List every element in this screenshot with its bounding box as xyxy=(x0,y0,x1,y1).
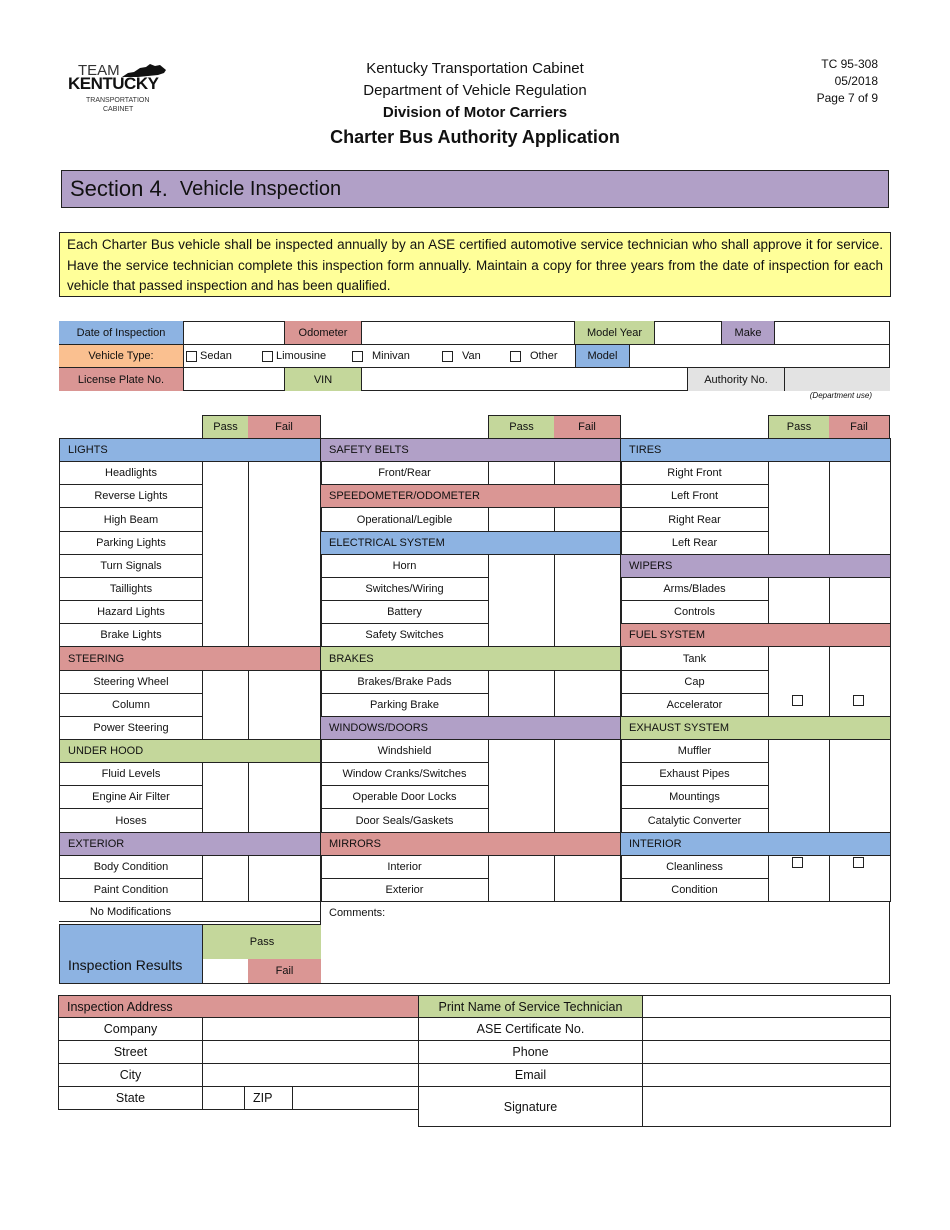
no-modifications-field[interactable] xyxy=(202,902,321,922)
pass-cell[interactable] xyxy=(488,878,555,902)
checklist-item: Muffler xyxy=(620,739,769,763)
fail-cell[interactable] xyxy=(829,646,891,671)
pass-cell[interactable] xyxy=(488,577,555,601)
minivan-checkbox[interactable] xyxy=(352,351,363,362)
checklist-item: Arms/Blades xyxy=(620,577,769,601)
fail-cell[interactable] xyxy=(248,484,322,508)
checklist-item: Brake Lights xyxy=(59,623,203,647)
checklist-item: Right Front xyxy=(620,461,769,485)
pass-cell[interactable] xyxy=(768,855,830,879)
pass-cell[interactable] xyxy=(202,484,249,508)
technician-name-field[interactable] xyxy=(642,995,891,1018)
fail-header-2: Fail xyxy=(554,415,621,439)
ase-certificate-label: ASE Certificate No. xyxy=(418,1018,643,1041)
checklist-item: Window Cranks/Switches xyxy=(320,762,489,786)
section-header: LIGHTS xyxy=(59,438,322,462)
checklist-item: Windshield xyxy=(320,739,489,763)
fail-cell[interactable] xyxy=(248,785,322,809)
fail-cell[interactable] xyxy=(554,507,622,532)
fail-cell[interactable] xyxy=(829,484,891,508)
pass-header-2: Pass xyxy=(488,415,555,439)
checklist-item: Exhaust Pipes xyxy=(620,762,769,786)
checkbox[interactable] xyxy=(853,857,864,868)
comments-label: Comments: xyxy=(329,907,386,919)
ase-certificate-field[interactable] xyxy=(642,1018,891,1041)
fail-cell[interactable] xyxy=(554,461,622,485)
authority-no-label: Authority No. xyxy=(688,368,785,391)
zip-field[interactable] xyxy=(293,1087,419,1110)
checklist-item: High Beam xyxy=(59,507,203,532)
logo-state: KENTUCKY xyxy=(68,74,159,93)
pass-cell[interactable] xyxy=(488,600,555,624)
fail-header-3: Fail xyxy=(829,415,890,439)
pass-cell[interactable] xyxy=(768,693,830,717)
fail-cell[interactable] xyxy=(829,739,891,763)
fail-cell[interactable] xyxy=(554,785,622,809)
kentucky-logo xyxy=(68,60,173,120)
pass-cell[interactable] xyxy=(768,577,830,601)
fail-cell[interactable] xyxy=(829,670,891,694)
checklist-item: Cleanliness xyxy=(620,855,769,879)
fail-cell[interactable] xyxy=(829,855,891,879)
pass-cell[interactable] xyxy=(488,507,555,532)
section-header: WINDOWS/DOORS xyxy=(320,716,622,740)
model-label: Model xyxy=(576,345,630,367)
pass-cell[interactable] xyxy=(202,693,249,717)
inspection-results-label: Inspection Results xyxy=(59,924,203,984)
pass-cell[interactable] xyxy=(768,739,830,763)
date-of-inspection-label: Date of Inspection xyxy=(59,321,184,344)
model-year-field[interactable] xyxy=(655,321,722,344)
checklist-item: Condition xyxy=(620,878,769,902)
type-minivan[interactable]: Minivan xyxy=(352,345,432,367)
pass-cell[interactable] xyxy=(202,507,249,532)
checklist-item: Steering Wheel xyxy=(59,670,203,694)
form-date: 05/2018 xyxy=(834,74,878,88)
pass-cell[interactable] xyxy=(768,484,830,508)
type-other[interactable]: Other xyxy=(510,345,575,367)
checklist-item: Taillights xyxy=(59,577,203,601)
fail-cell[interactable] xyxy=(248,693,322,717)
pass-cell[interactable] xyxy=(488,785,555,809)
company-field[interactable] xyxy=(203,1018,419,1041)
type-van[interactable]: Van xyxy=(442,345,502,367)
section-header: EXTERIOR xyxy=(59,832,322,856)
pass-cell[interactable] xyxy=(202,670,249,694)
fail-cell[interactable] xyxy=(554,739,622,763)
pass-header-1: Pass xyxy=(202,415,249,439)
section-header: FUEL SYSTEM xyxy=(620,623,891,647)
pass-header-3: Pass xyxy=(768,415,830,439)
pass-cell[interactable] xyxy=(488,808,555,833)
checklist-item: Interior xyxy=(320,855,489,879)
pass-cell[interactable] xyxy=(202,554,249,578)
pass-cell[interactable] xyxy=(768,878,830,902)
fail-cell[interactable] xyxy=(248,855,322,879)
fail-cell[interactable] xyxy=(554,600,622,624)
checklist-item: Cap xyxy=(620,670,769,694)
pass-cell[interactable] xyxy=(768,646,830,671)
other-checkbox[interactable] xyxy=(510,351,521,362)
pass-cell[interactable] xyxy=(202,785,249,809)
pass-cell[interactable] xyxy=(768,507,830,532)
email-field[interactable] xyxy=(642,1064,891,1087)
checklist-item: Column xyxy=(59,693,203,717)
checklist-item: Catalytic Converter xyxy=(620,808,769,833)
checklist-item: Hazard Lights xyxy=(59,600,203,624)
fail-cell[interactable] xyxy=(829,507,891,532)
checklist-item: Accelerator xyxy=(620,693,769,717)
fail-cell[interactable] xyxy=(554,554,622,578)
authority-no-field[interactable] xyxy=(785,368,890,391)
instructions-text: Each Charter Bus vehicle shall be inspected annually by an ASE certified automotive service technician who shall approve it for service. Have the service technician complete this inspection form annually. Maintain a copy for three years from the date of inspection for each vehicle that passed inspection and has been qualified. xyxy=(67,237,883,293)
fail-cell[interactable] xyxy=(554,855,622,879)
checklist-item: Body Condition xyxy=(59,855,203,879)
checklist-item: Safety Switches xyxy=(320,623,489,647)
pass-cell[interactable] xyxy=(768,531,830,555)
section-header: MIRRORS xyxy=(320,832,622,856)
fail-cell[interactable] xyxy=(248,623,322,647)
fail-cell[interactable] xyxy=(248,507,322,532)
pass-cell[interactable] xyxy=(768,785,830,809)
pass-cell[interactable] xyxy=(768,600,830,624)
license-plate-field[interactable] xyxy=(184,368,285,391)
fail-cell[interactable] xyxy=(248,878,322,902)
checklist-item: Mountings xyxy=(620,785,769,809)
checkbox[interactable] xyxy=(853,695,864,706)
checklist-item: Paint Condition xyxy=(59,878,203,902)
fail-cell[interactable] xyxy=(829,577,891,601)
checklist-item: Parking Brake xyxy=(320,693,489,717)
section-header: SAFETY BELTS xyxy=(320,438,622,462)
pass-cell[interactable] xyxy=(202,762,249,786)
logo-team: TEAM xyxy=(78,62,120,79)
pass-cell[interactable] xyxy=(488,739,555,763)
section-header: BRAKES xyxy=(320,646,622,671)
result-pass[interactable]: Pass xyxy=(203,924,321,959)
checklist-item: Battery xyxy=(320,600,489,624)
fail-cell[interactable] xyxy=(554,808,622,833)
type-sedan[interactable]: Sedan xyxy=(186,345,256,367)
fail-cell[interactable] xyxy=(248,670,322,694)
fail-cell[interactable] xyxy=(829,693,891,717)
comments-box[interactable] xyxy=(320,901,890,984)
pass-cell[interactable] xyxy=(768,808,830,833)
checklist-item: Door Seals/Gaskets xyxy=(320,808,489,833)
section-number: Section 4. xyxy=(70,176,168,201)
checklist-item: Engine Air Filter xyxy=(59,785,203,809)
fail-cell[interactable] xyxy=(829,461,891,485)
form-number: TC 95-308 xyxy=(821,57,878,71)
fail-cell[interactable] xyxy=(829,600,891,624)
pass-cell[interactable] xyxy=(202,461,249,485)
instructions-box xyxy=(59,232,891,297)
pass-cell[interactable] xyxy=(488,554,555,578)
department-use-note: (Department use) xyxy=(809,391,872,400)
fail-cell[interactable] xyxy=(248,762,322,786)
logo-sub2: CABINET xyxy=(103,106,134,113)
checklist-item: Operational/Legible xyxy=(320,507,489,532)
fail-cell[interactable] xyxy=(554,670,622,694)
fail-header-1: Fail xyxy=(248,415,321,439)
city-field[interactable] xyxy=(203,1064,419,1087)
fail-cell[interactable] xyxy=(554,878,622,902)
fail-cell[interactable] xyxy=(554,623,622,647)
result-fail[interactable]: Fail xyxy=(248,959,321,984)
fail-cell[interactable] xyxy=(248,577,322,601)
technician-name-label: Print Name of Service Technician xyxy=(418,995,643,1018)
license-plate-label: License Plate No. xyxy=(59,368,184,391)
pass-cell[interactable] xyxy=(202,716,249,740)
section-bar xyxy=(61,170,889,208)
checkbox[interactable] xyxy=(792,857,803,868)
type-limousine[interactable]: Limousine xyxy=(262,345,347,367)
limousine-checkbox[interactable] xyxy=(262,351,273,362)
pass-cell[interactable] xyxy=(202,531,249,555)
header-line3: Division of Motor Carriers xyxy=(382,104,568,121)
checklist-item: Hoses xyxy=(59,808,203,833)
date-of-inspection-field[interactable] xyxy=(184,321,285,344)
fail-cell[interactable] xyxy=(248,531,322,555)
pass-cell[interactable] xyxy=(488,693,555,717)
section-header: INTERIOR xyxy=(620,832,891,856)
state-label: State xyxy=(58,1087,203,1110)
checklist-item: Tank xyxy=(620,646,769,671)
checklist-item: Left Front xyxy=(620,484,769,508)
pass-cell[interactable] xyxy=(202,808,249,833)
pass-cell[interactable] xyxy=(488,623,555,647)
fail-cell[interactable] xyxy=(829,878,891,902)
checklist-item: Right Rear xyxy=(620,507,769,532)
pass-cell[interactable] xyxy=(768,670,830,694)
fail-cell[interactable] xyxy=(829,531,891,555)
model-year-label: Model Year xyxy=(575,321,655,344)
vin-field[interactable] xyxy=(362,368,688,391)
fail-cell[interactable] xyxy=(248,600,322,624)
checklist-item: Operable Door Locks xyxy=(320,785,489,809)
no-modifications-label: No Modifications xyxy=(59,902,202,922)
checklist-item: Turn Signals xyxy=(59,554,203,578)
checklist-item: Reverse Lights xyxy=(59,484,203,508)
checklist-item: Brakes/Brake Pads xyxy=(320,670,489,694)
pass-cell[interactable] xyxy=(202,855,249,879)
signature-field[interactable] xyxy=(642,1087,891,1127)
fail-cell[interactable] xyxy=(554,693,622,717)
fail-cell[interactable] xyxy=(554,577,622,601)
city-label: City xyxy=(58,1064,203,1087)
odometer-field[interactable] xyxy=(362,321,575,344)
checklist-item: Controls xyxy=(620,600,769,624)
fail-cell[interactable] xyxy=(554,762,622,786)
phone-field[interactable] xyxy=(642,1041,891,1064)
header-line1: Kentucky Transportation Cabinet xyxy=(366,60,584,77)
section-header: STEERING xyxy=(59,646,322,671)
pass-cell[interactable] xyxy=(202,600,249,624)
section-header: SPEEDOMETER/ODOMETER xyxy=(320,484,622,508)
checklist-item: Power Steering xyxy=(59,716,203,740)
state-field[interactable] xyxy=(203,1087,245,1110)
checklist-item: Fluid Levels xyxy=(59,762,203,786)
section-header: UNDER HOOD xyxy=(59,739,322,763)
checklist-item: Parking Lights xyxy=(59,531,203,555)
fail-cell[interactable] xyxy=(248,461,322,485)
pass-cell[interactable] xyxy=(488,461,555,485)
page-number: Page 7 of 9 xyxy=(816,91,878,105)
pass-cell[interactable] xyxy=(488,855,555,879)
section-header: TIRES xyxy=(620,438,891,462)
checkbox[interactable] xyxy=(792,695,803,706)
pass-cell[interactable] xyxy=(488,762,555,786)
fail-cell[interactable] xyxy=(248,716,322,740)
fail-cell[interactable] xyxy=(829,808,891,833)
section-header: WIPERS xyxy=(620,554,891,578)
logo-sub1: TRANSPORTATION xyxy=(86,97,150,104)
checklist-item: Exterior xyxy=(320,878,489,902)
header-title-block xyxy=(300,58,650,150)
pass-cell[interactable] xyxy=(488,670,555,694)
fail-cell[interactable] xyxy=(248,808,322,833)
checklist-item: Switches/Wiring xyxy=(320,577,489,601)
make-label: Make xyxy=(722,321,775,344)
form-info xyxy=(760,56,878,107)
header-line4: Charter Bus Authority Application xyxy=(330,127,620,147)
inspection-address-header: Inspection Address xyxy=(58,995,419,1018)
section-header: EXHAUST SYSTEM xyxy=(620,716,891,740)
pass-cell[interactable] xyxy=(202,577,249,601)
checklist-item: Horn xyxy=(320,554,489,578)
section-title: Vehicle Inspection xyxy=(179,177,342,200)
phone-label: Phone xyxy=(418,1041,643,1064)
company-label: Company xyxy=(58,1018,203,1041)
pass-cell[interactable] xyxy=(768,762,830,786)
header-line2: Department of Vehicle Regulation xyxy=(363,82,587,99)
odometer-label: Odometer xyxy=(285,321,362,344)
street-field[interactable] xyxy=(203,1041,419,1064)
section-header: ELECTRICAL SYSTEM xyxy=(320,531,622,555)
checklist-item: Headlights xyxy=(59,461,203,485)
pass-cell[interactable] xyxy=(202,623,249,647)
van-checkbox[interactable] xyxy=(442,351,453,362)
vehicle-type-label: Vehicle Type: xyxy=(59,345,184,367)
fail-cell[interactable] xyxy=(248,554,322,578)
make-field[interactable] xyxy=(775,321,890,344)
model-field[interactable] xyxy=(630,345,890,367)
pass-cell[interactable] xyxy=(768,461,830,485)
email-label: Email xyxy=(418,1064,643,1087)
sedan-checkbox[interactable] xyxy=(186,351,197,362)
signature-label: Signature xyxy=(418,1087,643,1127)
vin-label: VIN xyxy=(285,368,362,391)
fail-cell[interactable] xyxy=(829,785,891,809)
fail-cell[interactable] xyxy=(829,762,891,786)
checklist-item: Front/Rear xyxy=(320,461,489,485)
pass-cell[interactable] xyxy=(202,878,249,902)
result-pass-box[interactable] xyxy=(203,959,248,984)
zip-label: ZIP xyxy=(245,1087,293,1110)
street-label: Street xyxy=(58,1041,203,1064)
checklist-item: Left Rear xyxy=(620,531,769,555)
